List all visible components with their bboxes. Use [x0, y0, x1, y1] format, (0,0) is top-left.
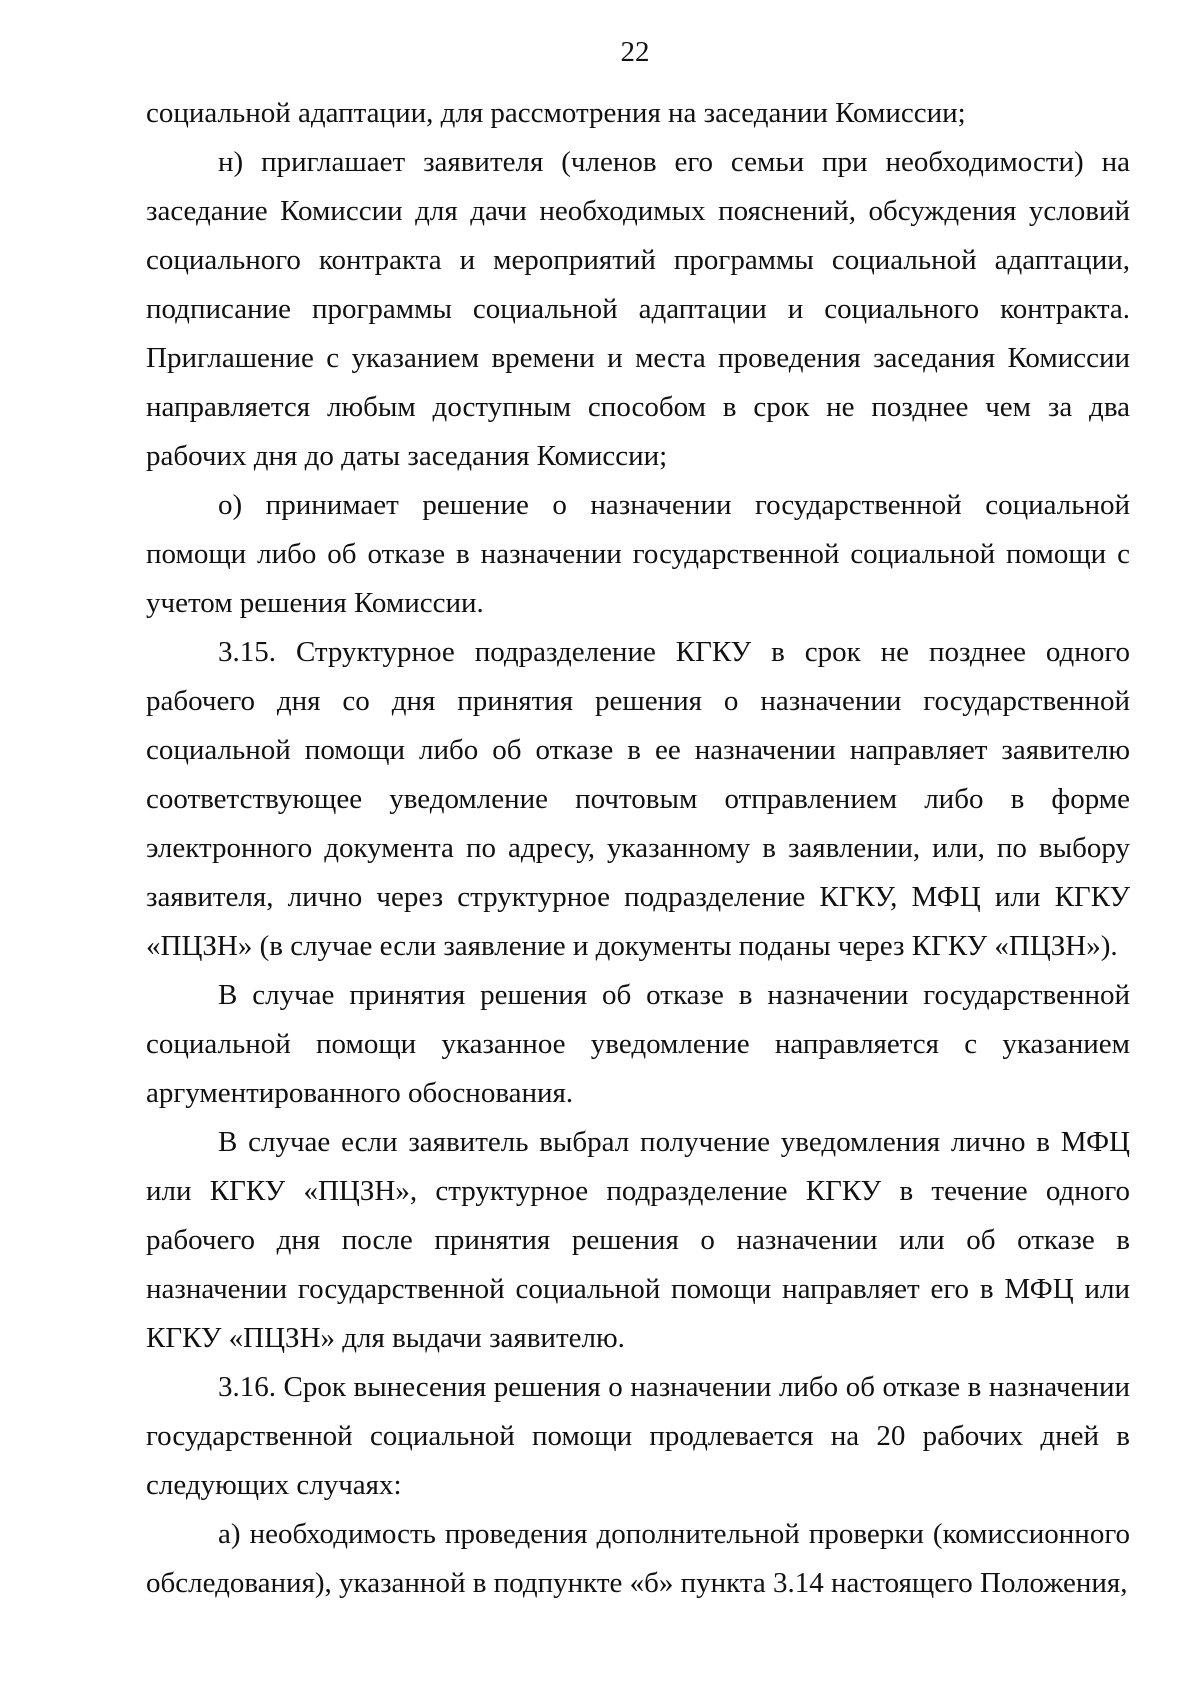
paragraph-refusal-notice: В случае принятия решения об отказе в назначении государственной социальной помощи указанное уведомление направляется с указанием аргументированного обоснования. [146, 979, 1130, 1109]
document-body [146, 89, 1130, 1608]
paragraph-3-16: 3.16. Срок вынесения решения о назначении либо об отказе в назначении государственной социальной помощи продлевается на 20 рабочих дней в следующих случаях: [146, 1371, 1130, 1501]
paragraph-mfc-delivery: В случае если заявитель выбрал получение уведомления лично в МФЦ или КГКУ «ПЦЗН», структурное подразделение КГКУ в течение одного рабочего дня после принятия решения о назначении или об отказе в назначении государственной социальной помощи направляет его в МФЦ или КГКУ «ПЦЗН» для выдачи заявителю. [146, 1126, 1130, 1354]
paragraph-item-n: н) приглашает заявителя (членов его семьи при необходимости) на заседание Комиссии для дачи необходимых пояснений, обсуждения условий социального контракта и мероприятий программы социальной адаптации, подписание программы социальной адаптации и социального контракта. Приглашение с указанием времени и места проведения заседания Комиссии направляется любым доступным способом в срок не позднее чем за два рабочих дня до даты заседания Комиссии; [146, 146, 1130, 472]
page-number: 22 [620, 36, 650, 68]
paragraph-3-15: 3.15. Структурное подразделение КГКУ в срок не позднее одного рабочего дня со дня принятия решения о назначении государственной социальной помощи либо об отказе в ее назначении направляет заявителю соответствующее уведомление почтовым отправлением либо в форме электронного документа по адресу, указанному в заявлении, или, по выбору заявителя, лично через структурное подразделение КГКУ, МФЦ или КГКУ «ПЦЗН» (в случае если заявление и документы поданы через КГКУ «ПЦЗН»). [146, 636, 1130, 962]
paragraph-continuation: социальной адаптации, для рассмотрения на заседании Комиссии; [146, 97, 966, 129]
paragraph-item-a: а) необходимость проведения дополнительной проверки (комиссионного обследования), указанной в подпункте «б» пункта 3.14 настоящего Положения, [146, 1518, 1130, 1599]
paragraph-item-o: о) принимает решение о назначении государственной социальной помощи либо об отказе в назначении государственной социальной помощи с учетом решения Комиссии. [146, 489, 1130, 619]
